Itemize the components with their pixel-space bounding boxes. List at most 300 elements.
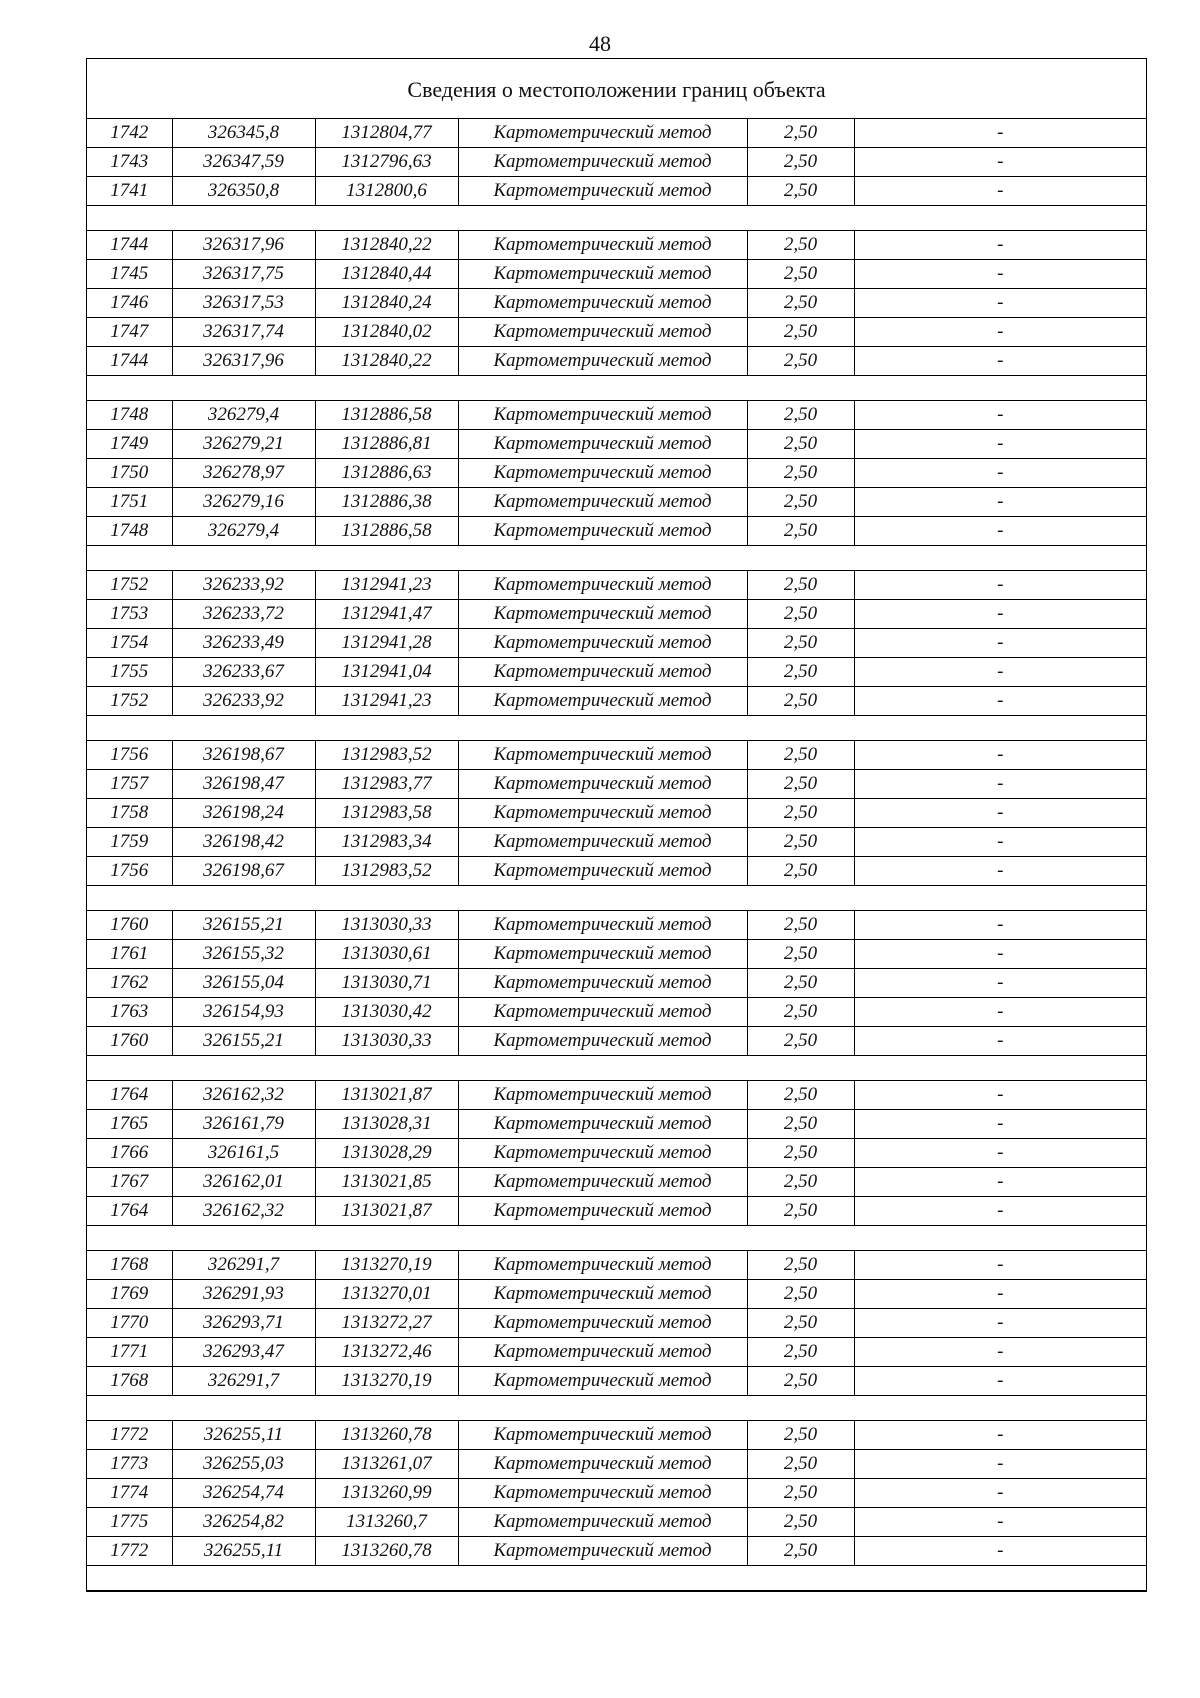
accuracy-cell: 2,50: [747, 1280, 854, 1309]
group-separator-cell: [87, 1056, 1146, 1081]
table-row: [87, 1081, 1146, 1110]
x-coordinate-cell: 326198,47: [172, 770, 315, 799]
point-number-cell: 1761: [87, 940, 172, 969]
table-row: [87, 1537, 1146, 1566]
accuracy-cell: 2,50: [747, 401, 854, 430]
method-cell: Картометрический метод: [458, 658, 747, 687]
y-coordinate-cell: 1312983,52: [315, 741, 458, 770]
table-row: [87, 969, 1146, 998]
point-number-cell: 1746: [87, 289, 172, 318]
x-coordinate-cell: 326154,93: [172, 998, 315, 1027]
description-cell: -: [854, 347, 1146, 376]
accuracy-cell: 2,50: [747, 969, 854, 998]
table-row: [87, 1168, 1146, 1197]
method-cell: Картометрический метод: [458, 488, 747, 517]
y-coordinate-cell: 1313030,33: [315, 1027, 458, 1056]
x-coordinate-cell: 326293,71: [172, 1309, 315, 1338]
y-coordinate-cell: 1312983,52: [315, 857, 458, 886]
y-coordinate-cell: 1312983,58: [315, 799, 458, 828]
group-separator-cell: [87, 546, 1146, 571]
accuracy-cell: 2,50: [747, 1027, 854, 1056]
method-cell: Картометрический метод: [458, 857, 747, 886]
accuracy-cell: 2,50: [747, 1421, 854, 1450]
y-coordinate-cell: 1313272,46: [315, 1338, 458, 1367]
point-number-cell: 1768: [87, 1367, 172, 1396]
table-row: [87, 658, 1146, 687]
group-separator-row: [87, 376, 1146, 401]
method-cell: Картометрический метод: [458, 1168, 747, 1197]
table-row: [87, 1367, 1146, 1396]
table-row: [87, 177, 1146, 206]
description-cell: -: [854, 1027, 1146, 1056]
accuracy-cell: 2,50: [747, 1081, 854, 1110]
y-coordinate-cell: 1313030,61: [315, 940, 458, 969]
table-row: [87, 517, 1146, 546]
accuracy-cell: 2,50: [747, 1338, 854, 1367]
method-cell: Картометрический метод: [458, 1338, 747, 1367]
table-row: [87, 1280, 1146, 1309]
method-cell: Картометрический метод: [458, 231, 747, 260]
accuracy-cell: 2,50: [747, 318, 854, 347]
description-cell: -: [854, 1479, 1146, 1508]
point-number-cell: 1758: [87, 799, 172, 828]
group-separator-row: [87, 206, 1146, 231]
boundary-table-sheet: [86, 58, 1147, 1592]
method-cell: Картометрический метод: [458, 600, 747, 629]
y-coordinate-cell: 1312886,58: [315, 401, 458, 430]
description-cell: -: [854, 488, 1146, 517]
page-number: 48: [589, 31, 611, 56]
group-separator-cell: [87, 716, 1146, 741]
table-row: [87, 571, 1146, 600]
point-number-cell: 1752: [87, 571, 172, 600]
accuracy-cell: 2,50: [747, 119, 854, 148]
point-number-cell: 1772: [87, 1537, 172, 1566]
method-cell: Картометрический метод: [458, 687, 747, 716]
table-row: [87, 318, 1146, 347]
group-separator-row: [87, 886, 1146, 911]
point-number-cell: 1774: [87, 1479, 172, 1508]
table-title: Сведения о местоположении границ объекта: [87, 59, 1146, 119]
method-cell: Картометрический метод: [458, 347, 747, 376]
method-cell: Картометрический метод: [458, 1508, 747, 1537]
accuracy-cell: 2,50: [747, 231, 854, 260]
method-cell: Картометрический метод: [458, 260, 747, 289]
y-coordinate-cell: 1313260,78: [315, 1421, 458, 1450]
description-cell: -: [854, 1537, 1146, 1566]
table-row: [87, 857, 1146, 886]
description-cell: -: [854, 1168, 1146, 1197]
description-cell: -: [854, 289, 1146, 318]
x-coordinate-cell: 326155,21: [172, 1027, 315, 1056]
description-cell: -: [854, 799, 1146, 828]
method-cell: Картометрический метод: [458, 459, 747, 488]
description-cell: -: [854, 119, 1146, 148]
x-coordinate-cell: 326345,8: [172, 119, 315, 148]
table-row: [87, 1421, 1146, 1450]
method-cell: Картометрический метод: [458, 1280, 747, 1309]
x-coordinate-cell: 326278,97: [172, 459, 315, 488]
accuracy-cell: 2,50: [747, 1367, 854, 1396]
description-cell: -: [854, 517, 1146, 546]
point-number-cell: 1754: [87, 629, 172, 658]
description-cell: -: [854, 430, 1146, 459]
y-coordinate-cell: 1312840,44: [315, 260, 458, 289]
description-cell: -: [854, 1421, 1146, 1450]
accuracy-cell: 2,50: [747, 857, 854, 886]
point-number-cell: 1771: [87, 1338, 172, 1367]
x-coordinate-cell: 326198,42: [172, 828, 315, 857]
accuracy-cell: 2,50: [747, 828, 854, 857]
x-coordinate-cell: 326255,03: [172, 1450, 315, 1479]
method-cell: Картометрический метод: [458, 289, 747, 318]
group-separator-row: [87, 716, 1146, 741]
table-row: [87, 998, 1146, 1027]
description-cell: -: [854, 998, 1146, 1027]
group-separator-cell: [87, 376, 1146, 401]
accuracy-cell: 2,50: [747, 1508, 854, 1537]
description-cell: -: [854, 1508, 1146, 1537]
accuracy-cell: 2,50: [747, 1479, 854, 1508]
table-row: [87, 799, 1146, 828]
accuracy-cell: 2,50: [747, 1197, 854, 1226]
y-coordinate-cell: 1312941,47: [315, 600, 458, 629]
accuracy-cell: 2,50: [747, 687, 854, 716]
accuracy-cell: 2,50: [747, 629, 854, 658]
group-separator-row: [87, 1056, 1146, 1081]
accuracy-cell: 2,50: [747, 741, 854, 770]
description-cell: -: [854, 401, 1146, 430]
table-row: [87, 119, 1146, 148]
accuracy-cell: 2,50: [747, 1309, 854, 1338]
method-cell: Картометрический метод: [458, 430, 747, 459]
x-coordinate-cell: 326162,01: [172, 1168, 315, 1197]
table-row: [87, 629, 1146, 658]
accuracy-cell: 2,50: [747, 770, 854, 799]
y-coordinate-cell: 1312840,02: [315, 318, 458, 347]
table-row: [87, 1479, 1146, 1508]
description-cell: -: [854, 911, 1146, 940]
point-number-cell: 1742: [87, 119, 172, 148]
method-cell: Картометрический метод: [458, 998, 747, 1027]
point-number-cell: 1768: [87, 1251, 172, 1280]
description-cell: -: [854, 969, 1146, 998]
description-cell: -: [854, 857, 1146, 886]
method-cell: Картометрический метод: [458, 799, 747, 828]
group-separator-cell: [87, 886, 1146, 911]
method-cell: Картометрический метод: [458, 1421, 747, 1450]
description-cell: -: [854, 1251, 1146, 1280]
x-coordinate-cell: 326155,32: [172, 940, 315, 969]
table-row: [87, 1027, 1146, 1056]
y-coordinate-cell: 1312941,04: [315, 658, 458, 687]
accuracy-cell: 2,50: [747, 1251, 854, 1280]
accuracy-cell: 2,50: [747, 1139, 854, 1168]
method-cell: Картометрический метод: [458, 969, 747, 998]
x-coordinate-cell: 326293,47: [172, 1338, 315, 1367]
accuracy-cell: 2,50: [747, 1110, 854, 1139]
accuracy-cell: 2,50: [747, 177, 854, 206]
x-coordinate-cell: 326279,16: [172, 488, 315, 517]
group-separator-row: [87, 1226, 1146, 1251]
point-number-cell: 1764: [87, 1081, 172, 1110]
x-coordinate-cell: 326233,67: [172, 658, 315, 687]
point-number-cell: 1755: [87, 658, 172, 687]
method-cell: Картометрический метод: [458, 828, 747, 857]
x-coordinate-cell: 326233,92: [172, 687, 315, 716]
description-cell: -: [854, 231, 1146, 260]
x-coordinate-cell: 326233,49: [172, 629, 315, 658]
description-cell: -: [854, 600, 1146, 629]
y-coordinate-cell: 1313028,29: [315, 1139, 458, 1168]
point-number-cell: 1743: [87, 148, 172, 177]
method-cell: Картометрический метод: [458, 318, 747, 347]
x-coordinate-cell: 326162,32: [172, 1197, 315, 1226]
accuracy-cell: 2,50: [747, 459, 854, 488]
table-row: [87, 940, 1146, 969]
y-coordinate-cell: 1312840,22: [315, 347, 458, 376]
x-coordinate-cell: 326317,75: [172, 260, 315, 289]
point-number-cell: 1770: [87, 1309, 172, 1338]
method-cell: Картометрический метод: [458, 1309, 747, 1338]
y-coordinate-cell: 1313030,33: [315, 911, 458, 940]
group-separator-row: [87, 1566, 1146, 1591]
point-number-cell: 1773: [87, 1450, 172, 1479]
table-row: [87, 1251, 1146, 1280]
method-cell: Картометрический метод: [458, 940, 747, 969]
x-coordinate-cell: 326161,5: [172, 1139, 315, 1168]
table-row: [87, 741, 1146, 770]
x-coordinate-cell: 326198,24: [172, 799, 315, 828]
point-number-cell: 1756: [87, 857, 172, 886]
point-number-cell: 1772: [87, 1421, 172, 1450]
accuracy-cell: 2,50: [747, 260, 854, 289]
description-cell: -: [854, 1367, 1146, 1396]
description-cell: -: [854, 177, 1146, 206]
table-row: [87, 148, 1146, 177]
group-separator-cell: [87, 1566, 1146, 1591]
y-coordinate-cell: 1312941,28: [315, 629, 458, 658]
description-cell: -: [854, 741, 1146, 770]
description-cell: -: [854, 1309, 1146, 1338]
table-row: [87, 488, 1146, 517]
y-coordinate-cell: 1312983,34: [315, 828, 458, 857]
point-number-cell: 1763: [87, 998, 172, 1027]
method-cell: Картометрический метод: [458, 1537, 747, 1566]
x-coordinate-cell: 326291,7: [172, 1251, 315, 1280]
y-coordinate-cell: 1312941,23: [315, 571, 458, 600]
table-row: [87, 430, 1146, 459]
point-number-cell: 1765: [87, 1110, 172, 1139]
y-coordinate-cell: 1313270,19: [315, 1251, 458, 1280]
method-cell: Картометрический метод: [458, 1081, 747, 1110]
method-cell: Картометрический метод: [458, 1479, 747, 1508]
description-cell: -: [854, 260, 1146, 289]
method-cell: Картометрический метод: [458, 1197, 747, 1226]
description-cell: -: [854, 1139, 1146, 1168]
y-coordinate-cell: 1313030,71: [315, 969, 458, 998]
method-cell: Картометрический метод: [458, 1027, 747, 1056]
x-coordinate-cell: 326198,67: [172, 741, 315, 770]
table-row: [87, 289, 1146, 318]
method-cell: Картометрический метод: [458, 1367, 747, 1396]
method-cell: Картометрический метод: [458, 1139, 747, 1168]
description-cell: -: [854, 629, 1146, 658]
description-cell: -: [854, 658, 1146, 687]
x-coordinate-cell: 326233,72: [172, 600, 315, 629]
accuracy-cell: 2,50: [747, 998, 854, 1027]
point-number-cell: 1760: [87, 911, 172, 940]
method-cell: Картометрический метод: [458, 1450, 747, 1479]
description-cell: -: [854, 770, 1146, 799]
table-row: [87, 459, 1146, 488]
x-coordinate-cell: 326279,4: [172, 517, 315, 546]
point-number-cell: 1749: [87, 430, 172, 459]
group-separator-cell: [87, 206, 1146, 231]
group-separator-row: [87, 546, 1146, 571]
accuracy-cell: 2,50: [747, 571, 854, 600]
table-row: [87, 1508, 1146, 1537]
point-number-cell: 1769: [87, 1280, 172, 1309]
accuracy-cell: 2,50: [747, 940, 854, 969]
x-coordinate-cell: 326291,7: [172, 1367, 315, 1396]
point-number-cell: 1757: [87, 770, 172, 799]
y-coordinate-cell: 1313260,99: [315, 1479, 458, 1508]
accuracy-cell: 2,50: [747, 600, 854, 629]
group-separator-cell: [87, 1396, 1146, 1421]
x-coordinate-cell: 326317,96: [172, 347, 315, 376]
point-number-cell: 1748: [87, 401, 172, 430]
point-number-cell: 1764: [87, 1197, 172, 1226]
point-number-cell: 1747: [87, 318, 172, 347]
y-coordinate-cell: 1312886,63: [315, 459, 458, 488]
table-row: [87, 1338, 1146, 1367]
description-cell: -: [854, 828, 1146, 857]
point-number-cell: 1767: [87, 1168, 172, 1197]
x-coordinate-cell: 326350,8: [172, 177, 315, 206]
accuracy-cell: 2,50: [747, 148, 854, 177]
table-row: [87, 1450, 1146, 1479]
y-coordinate-cell: 1313260,78: [315, 1537, 458, 1566]
description-cell: -: [854, 940, 1146, 969]
description-cell: -: [854, 1110, 1146, 1139]
accuracy-cell: 2,50: [747, 289, 854, 318]
y-coordinate-cell: 1313028,31: [315, 1110, 458, 1139]
table-row: [87, 260, 1146, 289]
method-cell: Картометрический метод: [458, 177, 747, 206]
point-number-cell: 1752: [87, 687, 172, 716]
table-row: [87, 1197, 1146, 1226]
x-coordinate-cell: 326155,21: [172, 911, 315, 940]
method-cell: Картометрический метод: [458, 629, 747, 658]
y-coordinate-cell: 1313270,01: [315, 1280, 458, 1309]
method-cell: Картометрический метод: [458, 571, 747, 600]
coordinates-table: [87, 119, 1146, 1591]
point-number-cell: 1748: [87, 517, 172, 546]
table-row: [87, 1309, 1146, 1338]
x-coordinate-cell: 326198,67: [172, 857, 315, 886]
table-row: [87, 600, 1146, 629]
method-cell: Картометрический метод: [458, 911, 747, 940]
y-coordinate-cell: 1313021,87: [315, 1081, 458, 1110]
y-coordinate-cell: 1313030,42: [315, 998, 458, 1027]
x-coordinate-cell: 326317,96: [172, 231, 315, 260]
y-coordinate-cell: 1313260,7: [315, 1508, 458, 1537]
accuracy-cell: 2,50: [747, 1450, 854, 1479]
method-cell: Картометрический метод: [458, 770, 747, 799]
description-cell: -: [854, 148, 1146, 177]
group-separator-cell: [87, 1226, 1146, 1251]
description-cell: -: [854, 1197, 1146, 1226]
description-cell: -: [854, 318, 1146, 347]
y-coordinate-cell: 1312886,58: [315, 517, 458, 546]
point-number-cell: 1750: [87, 459, 172, 488]
description-cell: -: [854, 459, 1146, 488]
method-cell: Картометрический метод: [458, 1110, 747, 1139]
point-number-cell: 1753: [87, 600, 172, 629]
point-number-cell: 1741: [87, 177, 172, 206]
point-number-cell: 1751: [87, 488, 172, 517]
table-row: [87, 231, 1146, 260]
x-coordinate-cell: 326254,74: [172, 1479, 315, 1508]
x-coordinate-cell: 326233,92: [172, 571, 315, 600]
description-cell: -: [854, 1280, 1146, 1309]
description-cell: -: [854, 1081, 1146, 1110]
y-coordinate-cell: 1313261,07: [315, 1450, 458, 1479]
point-number-cell: 1766: [87, 1139, 172, 1168]
point-number-cell: 1760: [87, 1027, 172, 1056]
description-cell: -: [854, 571, 1146, 600]
table-row: [87, 401, 1146, 430]
point-number-cell: 1744: [87, 231, 172, 260]
y-coordinate-cell: 1312886,38: [315, 488, 458, 517]
x-coordinate-cell: 326255,11: [172, 1537, 315, 1566]
y-coordinate-cell: 1312840,24: [315, 289, 458, 318]
table-row: [87, 911, 1146, 940]
point-number-cell: 1744: [87, 347, 172, 376]
y-coordinate-cell: 1312804,77: [315, 119, 458, 148]
accuracy-cell: 2,50: [747, 488, 854, 517]
y-coordinate-cell: 1313021,85: [315, 1168, 458, 1197]
x-coordinate-cell: 326255,11: [172, 1421, 315, 1450]
description-cell: -: [854, 687, 1146, 716]
point-number-cell: 1745: [87, 260, 172, 289]
table-row: [87, 828, 1146, 857]
method-cell: Картометрический метод: [458, 517, 747, 546]
y-coordinate-cell: 1312800,6: [315, 177, 458, 206]
method-cell: Картометрический метод: [458, 741, 747, 770]
y-coordinate-cell: 1313272,27: [315, 1309, 458, 1338]
x-coordinate-cell: 326155,04: [172, 969, 315, 998]
x-coordinate-cell: 326162,32: [172, 1081, 315, 1110]
description-cell: -: [854, 1450, 1146, 1479]
point-number-cell: 1756: [87, 741, 172, 770]
y-coordinate-cell: 1312886,81: [315, 430, 458, 459]
accuracy-cell: 2,50: [747, 347, 854, 376]
accuracy-cell: 2,50: [747, 517, 854, 546]
method-cell: Картометрический метод: [458, 119, 747, 148]
x-coordinate-cell: 326347,59: [172, 148, 315, 177]
x-coordinate-cell: 326254,82: [172, 1508, 315, 1537]
method-cell: Картометрический метод: [458, 1251, 747, 1280]
y-coordinate-cell: 1312941,23: [315, 687, 458, 716]
point-number-cell: 1775: [87, 1508, 172, 1537]
x-coordinate-cell: 326291,93: [172, 1280, 315, 1309]
x-coordinate-cell: 326279,4: [172, 401, 315, 430]
x-coordinate-cell: 326317,53: [172, 289, 315, 318]
y-coordinate-cell: 1313021,87: [315, 1197, 458, 1226]
accuracy-cell: 2,50: [747, 799, 854, 828]
